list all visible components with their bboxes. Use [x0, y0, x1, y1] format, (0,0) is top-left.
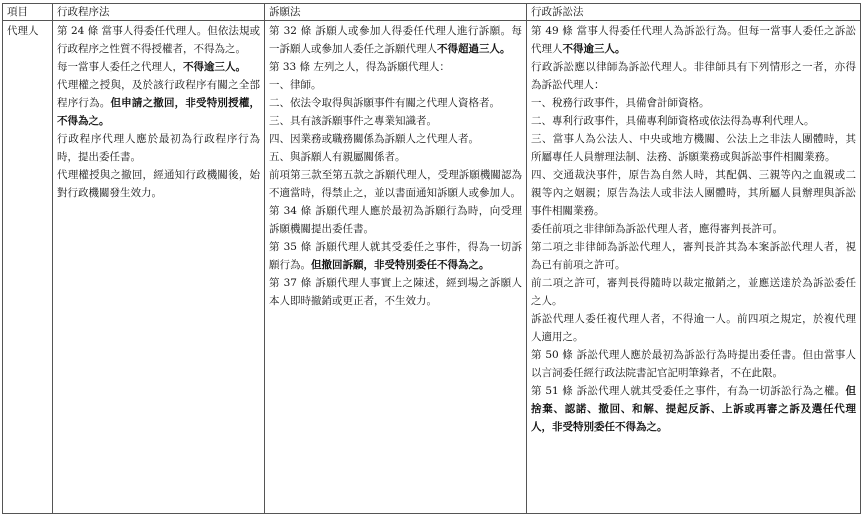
paragraph: 三、當事人為公法人、中央或地方機關、公法上之非法人團體時，其所屬專任人員辦理法制、法務、訴願業務或與訴訟事件相關業務。	[531, 133, 856, 163]
admin-litigation-cell	[527, 21, 861, 514]
paragraph: 第 35 條 訴願代理人就其受委任之事件，得為一切訴願行為。但撤回訴願，非受特別委任不得為之。	[269, 241, 522, 271]
header-petition: 訴願法	[265, 4, 527, 21]
paragraph: 第 49 條 當事人得委任代理人為訴訟行為。但每一當事人委任之訴訟代理人不得逾三人。	[531, 25, 856, 55]
paragraph: 委任前項之非律師為訴訟代理人者，應得審判長許可。	[531, 223, 783, 235]
table-row	[3, 21, 861, 514]
comparison-table	[2, 3, 861, 514]
admin-procedure-cell	[53, 21, 265, 514]
paragraph: 第 24 條 當事人得委任代理人。但依法規或行政程序之性質不得授權者，不得為之。	[57, 25, 260, 55]
paragraph: 第 37 條 訴願代理人事實上之陳述，經到場之訴願人本人即時撤銷或更正者，不生效力。	[269, 277, 522, 307]
row-label: 代理人	[3, 21, 53, 514]
paragraph: 訴訟代理人委任複代理人者，不得逾一人。前四項之規定，於複代理人適用之。	[531, 313, 856, 343]
paragraph: 一、稅務行政事件，具備會計師資格。	[531, 97, 710, 109]
header-item: 項目	[3, 4, 53, 21]
header-admin-litigation: 行政訴訟法	[527, 4, 861, 21]
paragraph: 第 51 條 訴訟代理人就其受委任之事件，有為一切訴訟行為之權。但捨棄、認諾、撤回、和解、提起反訴、上訴或再審之訴及選任代理人，非受特別委任不得為之。	[531, 385, 856, 433]
paragraph: 三、具有該訴願事件之專業知識者。	[269, 115, 437, 127]
paragraph: 一、律師。	[269, 79, 322, 91]
paragraph: 前項第三款至第五款之訴願代理人，受理訴願機關認為不適當時，得禁止之，並以書面通知訴願人或參加人。	[269, 169, 522, 199]
paragraph: 前二項之許可，審判長得隨時以裁定撤銷之，並應送達於為訴訟委任之人。	[531, 277, 856, 307]
header-row	[3, 4, 861, 21]
paragraph: 行政訴訟應以律師為訴訟代理人。非律師具有下列情形之一者，亦得為訴訟代理人：	[531, 61, 856, 91]
paragraph: 四、交通裁決事件，原告為自然人時，其配偶、三親等內之血親或二親等內之姻親；原告為法人或非法人團體時，其所屬人員辦理與訴訟事件相關業務。	[531, 169, 856, 217]
paragraph: 第 32 條 訴願人或參加人得委任代理人進行訴願。每一訴願人或參加人委任之訴願代理人不得超過三人。	[269, 25, 522, 55]
paragraph: 四、因業務或職務關係為訴願人之代理人者。	[269, 133, 479, 145]
paragraph: 第 33 條 左列之人，得為訴願代理人：	[269, 61, 450, 73]
paragraph: 每一當事人委任之代理人，不得逾三人。	[57, 61, 246, 73]
paragraph: 五、與訴願人有親屬關係者。	[269, 151, 406, 163]
paragraph: 二、依法令取得與訴願事件有關之代理人資格者。	[269, 97, 500, 109]
paragraph: 二、專利行政事件，具備專利師資格或依法得為專利代理人。	[531, 115, 815, 127]
paragraph: 代理權授與之撤回，經通知行政機關後，始對行政機關發生效力。	[57, 169, 260, 199]
paragraph: 第 50 條 訴訟代理人應於最初為訴訟行為時提出委任書。但由當事人以言詞委任經行政法院書記官記明筆錄者，不在此限。	[531, 349, 856, 379]
paragraph: 行政程序代理人應於最初為行政程序行為時，提出委任書。	[57, 133, 260, 163]
paragraph: 第 34 條 訴願代理人應於最初為訴願行為時，向受理訴願機關提出委任書。	[269, 205, 522, 235]
petition-cell	[265, 21, 527, 514]
header-admin-procedure: 行政程序法	[53, 4, 265, 21]
paragraph: 第二項之非律師為訴訟代理人，審判長許其為本案訴訟代理人者，視為已有前項之許可。	[531, 241, 856, 271]
paragraph: 代理權之授與，及於該行政程序有關之全部程序行為。但申請之撤回，非受特別授權，不得為之。	[57, 79, 261, 127]
